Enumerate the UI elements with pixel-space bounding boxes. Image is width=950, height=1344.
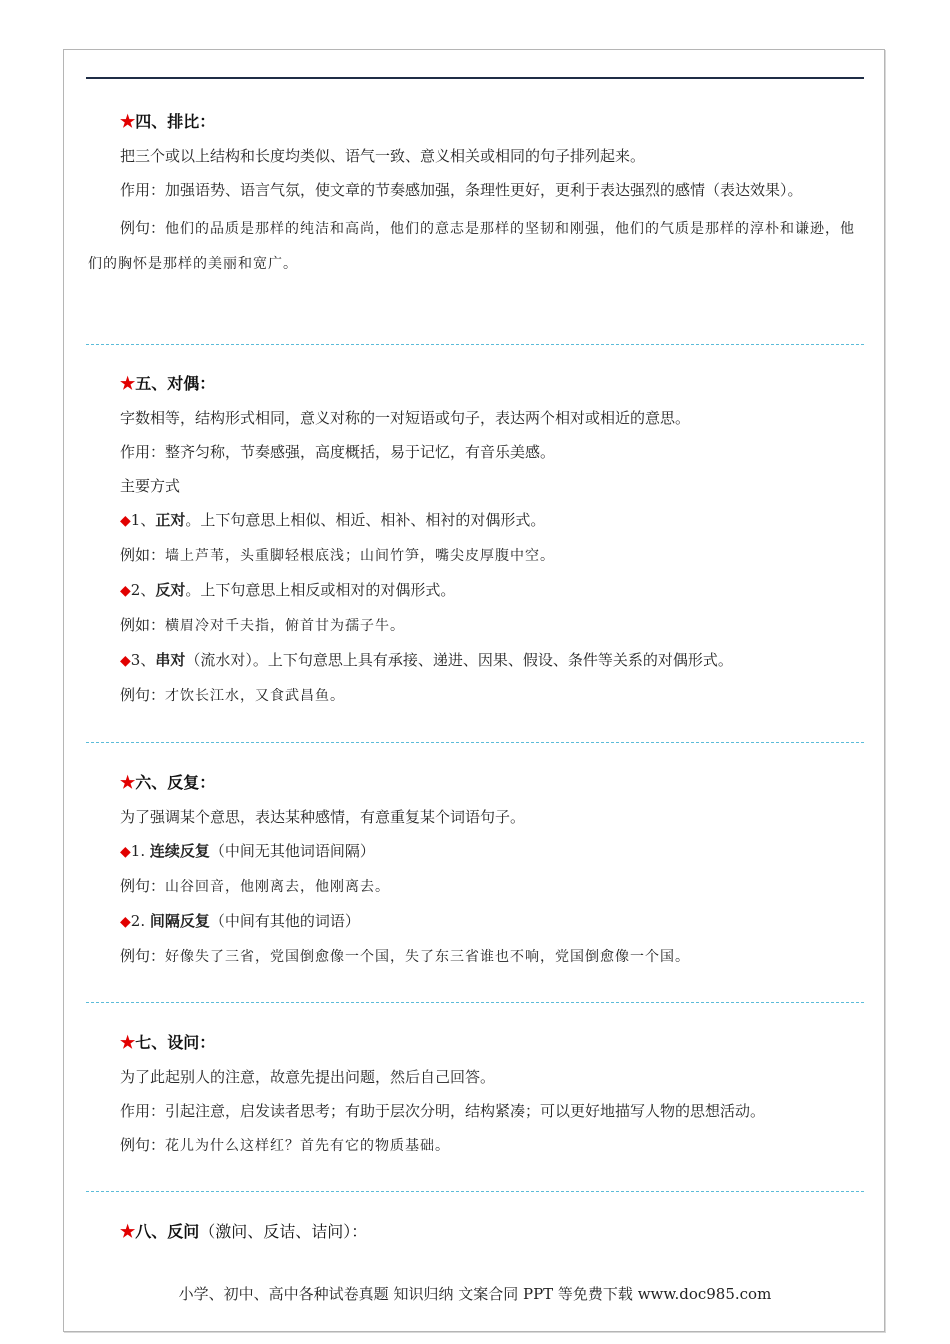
diamond-icon: ◆ — [120, 583, 131, 599]
effect: 作用：引起注意，启发读者思考；有助于层次分明，结构紧凑；可以更好地描写人物的思想活动。 — [120, 1102, 766, 1120]
page-footer: 小学、初中、高中各种试卷真题 知识归纳 文案合同 PPT 等免费下载 www.doc985.com — [178, 1285, 772, 1303]
method-example: 例句：山谷回音，他刚离去，他刚离去。 — [120, 877, 391, 895]
method-item: ◆2、反对。上下句意思上相反或相对的对偶形式。 — [120, 581, 456, 599]
section-rhetorical-question — [88, 1032, 864, 1157]
definition: 字数相等，结构形式相同，意义对称的一对短语或句子，表达两个相对或相近的意思。 — [120, 409, 691, 427]
method-example: 例句：才饮长江水，又食武昌鱼。 — [120, 686, 346, 704]
method-item: ◆3、串对（流水对）。上下句意思上具有承接、递进、因果、假设、条件等关系的对偶形式。 — [120, 651, 733, 669]
star-icon: ★ — [120, 773, 136, 793]
section-divider — [86, 742, 864, 743]
section-divider — [86, 1191, 864, 1192]
definition: 把三个或以上结构和长度均类似、语气一致、意义相关或相同的句子排列起来。 — [120, 147, 646, 165]
diamond-icon: ◆ — [120, 513, 131, 529]
method-item: ◆2. 间隔反复（中间有其他的词语） — [120, 912, 360, 930]
diamond-icon: ◆ — [120, 653, 131, 669]
method-example: 例句：好像失了三省，党国倒愈像一个国，失了东三省谁也不响，党国倒愈像一个国。 — [120, 947, 691, 965]
methods-heading: 主要方式 — [120, 477, 181, 495]
method-item: ◆1. 连续反复（中间无其他词语间隔） — [120, 842, 375, 860]
star-icon: ★ — [120, 1033, 136, 1053]
star-icon: ★ — [120, 112, 136, 132]
section-divider — [86, 344, 864, 345]
section-title: ★五、对偶： — [120, 374, 216, 394]
effect: 作用：加强语势、语言气氛，使文章的节奏感加强，条理性更好，更利于表达强烈的感情（表达效果）。 — [120, 181, 803, 199]
definition: 为了强调某个意思，表达某种感情，有意重复某个词语句子。 — [120, 808, 526, 826]
method-example: 例如：横眉冷对千夫指，俯首甘为孺子牛。 — [120, 616, 406, 634]
example: 例句：他们的品质是那样的纯洁和高尚，他们的意志是那样的坚韧和刚强，他们的气质是那样的淳朴和谦逊，他们的胸怀是那样的美丽和宽广。 — [88, 219, 856, 272]
example: 例句：花儿为什么这样红？首先有它的物质基础。 — [120, 1136, 451, 1154]
star-icon: ★ — [120, 1222, 136, 1242]
diamond-icon: ◆ — [120, 914, 131, 930]
section-repetition — [88, 772, 864, 968]
section-title: ★八、反问（激问、反诘、诘问）： — [120, 1222, 368, 1242]
section-divider — [86, 1002, 864, 1003]
header-rule — [86, 77, 864, 79]
section-title: ★六、反复： — [120, 773, 216, 793]
method-example: 例如：墙上芦苇，头重脚轻根底浅；山间竹笋，嘴尖皮厚腹中空。 — [120, 546, 556, 564]
method-item: ◆1、正对。上下句意思上相似、相近、相补、相衬的对偶形式。 — [120, 511, 546, 529]
section-rhetorical-interrogation — [88, 1221, 864, 1243]
definition: 为了此起别人的注意，故意先提出问题，然后自己回答。 — [120, 1068, 496, 1086]
effect: 作用：整齐匀称，节奏感强，高度概括，易于记忆，有音乐美感。 — [120, 443, 556, 461]
section-title: ★四、排比： — [120, 112, 216, 132]
section-title: ★七、设问： — [120, 1033, 216, 1053]
section-antithesis — [88, 373, 864, 707]
section-parallelism — [88, 111, 864, 281]
star-icon: ★ — [120, 374, 136, 394]
diamond-icon: ◆ — [120, 844, 131, 860]
